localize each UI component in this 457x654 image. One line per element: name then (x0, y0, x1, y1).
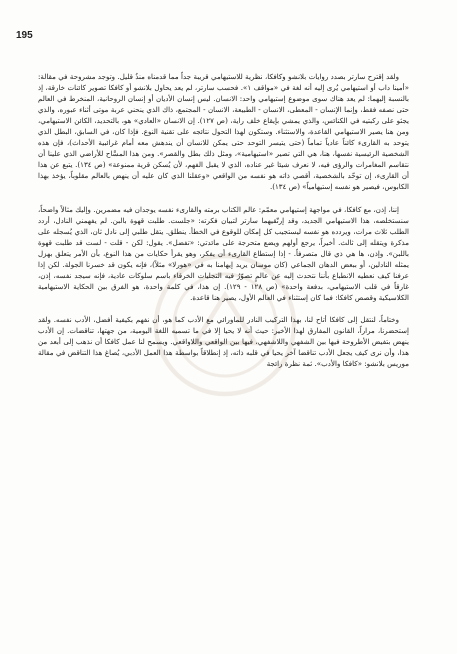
paragraph-1: ولقد إقترح سارتر بصدد روايات بلانشو وكافكا، نظرية للاستيهامي قريبة جداً مما قدمناه منذُ قليل. وتوجد مشروحة في مقالة: «أمينا داب أو استيهامي يُرى إليه أنه لغة في «مواقف ١». فحسب سارتر، لم يعد يحاول بلانشو أو كافكا تصوير كائنات خارقة، إذ بالنسبة إليهما: لم يعد هناك سوى موضوع إستيهامي واحد: الانسان. ليس إنسان الأديان أو إنسان الروحانية، المنخرط في العالم حتى نصفه فقط، وإنما الإنسان - المعطى، الانسان - الطبيعة، الانسان - المجتمع، ذاك الذي ينحني عربة موتى أثناء عبوره، والذي يجثو على ركبتيه في الكنائس، والذي يمشي بإيقاع خلف راية، (ص ١٢٧). إن الانسان «العادي» هو، بالتحديد، الكائن الاستيهامي، ومن هنا يصير الاستيهامي القاعدة، والاستثناء. وستكون لهذا التحول نتائجه على تقنية النوع. فإذا كان، في السابق، البطل الذي يتوحد به القارىء كائناً عادياً تماماً (حتى يتيسر التوحد حتى يمكن للانسان أن يندهش معه أمام غرائبية الأحداث)، فإن هذه الشخصية الرئيسية نفسها، هنا، هي التي تصير «استيهامية»، ومثل ذلك بطل والقصر». ومن هذا المسَّاح للأراضي الذي علينا أن نتقاسم المغامرات والرؤى فيه، لا نعرف شيئا غير عناده، الذي لا يقبل الفهم، لأن يُسكن قرية ممنوعة» (ص ١٣٤). يتبع عن هذا أن القارىء، إن توحّد بالشخصية، أقصي ذاته هو نفسه من الواقعي «وعقلنا الذي كان عليه أن ينهض بالعالم مقلوباً، يؤخذ بهذا الكابوس، فيصير هو نفسه إستيهامياً» (ص ١٣٤). (38, 72, 409, 192)
body-text (38, 71, 409, 643)
paragraph-3: وختاماً، لنتقل إلى كافكا أتاح لنا، بهذا التركيب النادر للماورائي مع الأدب كما هو، أن نفهم بكيفية أفضل، الأدب نفسه. ولقد إستحضرنا، مراراً، القانون المفارق لهذا الأخير: حيث أنه لا يحيا إلا في ما تسميه اللغة اليومية، من جهتها، تناقضات. إن الأدب ينهض بتفيض الأطروحة فيها بين الشفهي واللاشفهي، فيها بين الواقعي واللاواقعي. ويسمح لنا عمل كافكا أن نذهب إلى أبعد من هذا، وأن نرى كيف يجعل الأدب تناقضا آخر يحيا في قلبه ذاته، إذ إنطلاقاً بواسطة هذا العمل الأدبي، يُصاغ هذا التناقض في مقالة موريس بلانشو: «كافكا والأدب». ثمة نظرة رائجة (38, 314, 409, 369)
page-number: 195 (16, 30, 33, 41)
paragraph-2: إننا، إذن، مع كافكا، في مواجهة إستيهامي معمّم: عالم الكتاب برمته والقارىء نفسه يوجدان فيه مضمرين. وإليك مثالاً واضحاً، سنستخلصه، هذا الاستيهامي الجديد، وقد إرتّقيهما سارتر لتبيان فكرته: «جلست. طلبت قهوة بالبن. لم يفهمني النادل، أردد الطلب ثلاث مرات، ويردده هو نفسه ليستجيب كل إمكان للوقوع في الخطأ. ينطلق. يتقل طلبي إلى نادل ثان، الذي يُسجله على مذكرة ويتقله إلى ثالث. أخيراً، يرجع أولهم ويضع متحرجة على مائدتي: «تفضل». يقول: لكن - قلت - لست قد طلبت قهوة باللبن». وإذن، ها هي ذي قال متصرفاً. - إذا إستطاع القارىء أن يفكر، وهو يقرأ حكايات من هذا النوع، بأن الأمر يتعلق بهزل يمثله النادلين، أو ببعض الدهان الجماعي (كان موسان يريد إيهامنا به في «هورلا» مثلاً)، فإنه يكون قد خسرنا الجولة. لكن إذا عرفنا كيف نعطيه الانطباع بأننا نتحدث إليه عن عالمٍ تصوّرُ فيه التجليات الخرقاء باسم سلوكات عادية، فإنه سيجد نفسه، إذن، غارقاً في قلب الاستيهامي، بدفعة واحدة» (ص ١٢٨ - ١٢٩). إن هذا، في كلمة واحدة، هو الفرق بين الحكاية الاستيهامية الكلاسيكية وقصص كافكا: فما كان إستثناء في العالم الأول، يصير هنا قاعدة. (38, 204, 409, 302)
